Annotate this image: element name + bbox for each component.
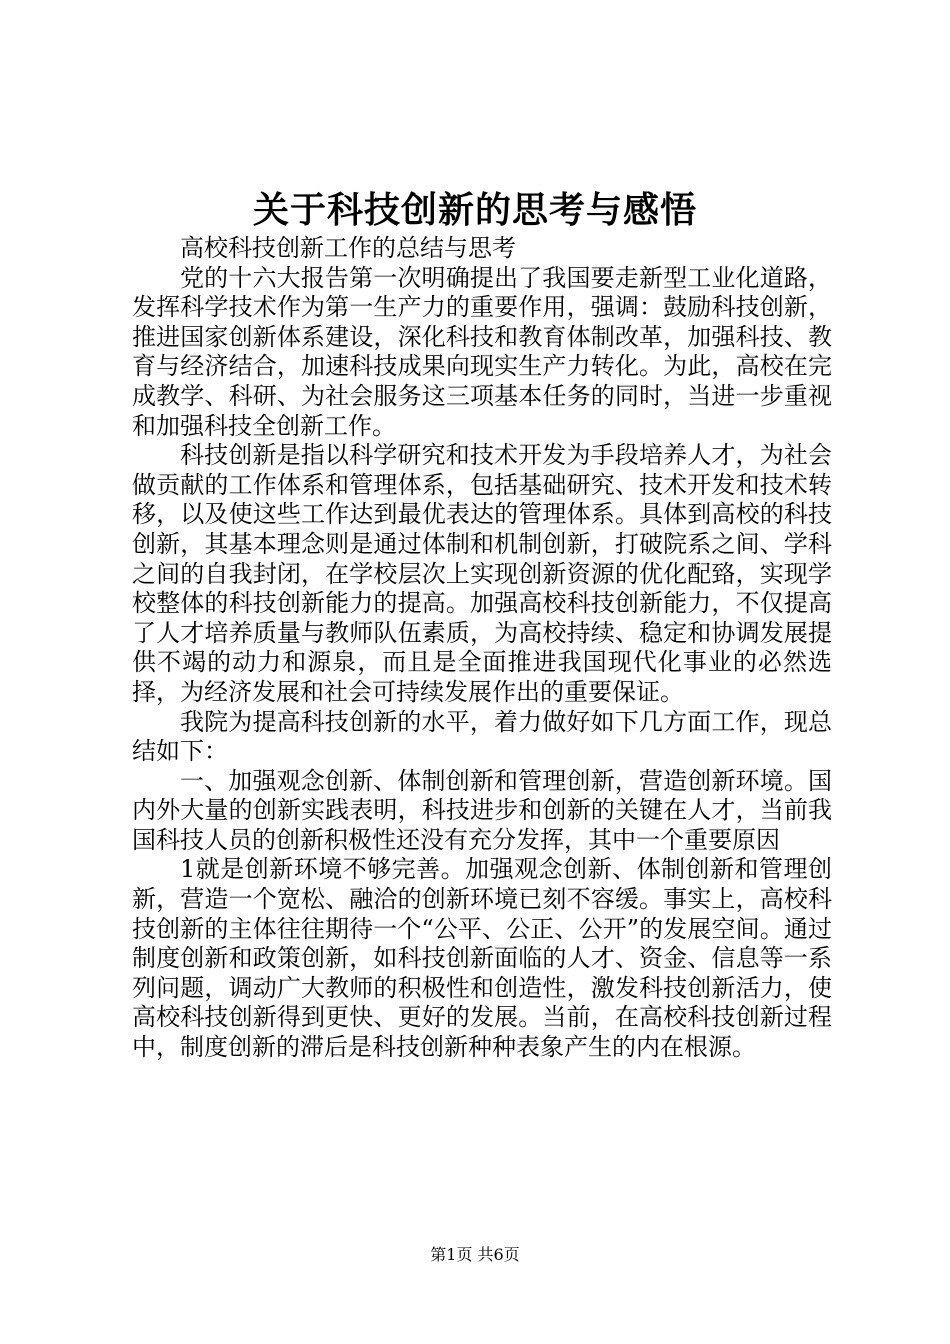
paragraph-3: 我院为提高科技创新的水平，着力做好如下几方面工作，现总结如下： [132, 707, 832, 766]
document-title: 关于科技创新的思考与感悟 [252, 189, 697, 231]
paragraph-2: 科技创新是指以科学研究和技术开发为手段培养人才，为社会做贡献的工作体系和管理体系，包括基础研究、技术开发和技术转移，以及使这些工作达到最优表达的管理体系。具体到高校的科技创新，其基本理念则是通过体制和机制创新，打破院系之间、学科之间的自我封闭，在学校层次上实现创新资源的优化配臵，实现学校整体的科技创新能力的提高。加强高校科技创新能力，不仅提高了人才培养质量与教师队伍素质，为高校持续、稳定和协调发展提供不竭的动力和源泉，而且是全面推进我国现代化事业的必然选择，为经济发展和社会可持续发展作出的重要保证。 [132, 441, 832, 706]
paragraph-5: 1就是创新环境不够完善。加强观念创新、体制创新和管理创新，营造一个宽松、融洽的创新环境已刻不容缓。事实上，高校科技创新的主体往往期待一个“公平、公正、公开”的发展空间。通过制度创新和政策创新，如科技创新面临的人才、资金、信息等一系列问题，调动广大教师的积极性和创造性，激发科技创新活力，使高校科技创新得到更快、更好的发展。当前，在高校科技创新过程中，制度创新的滞后是科技创新种种表象产生的内在根源。 [132, 855, 832, 1062]
paragraph-subtitle: 高校科技创新工作的总结与思考 [180, 234, 516, 262]
page-footer: 第1页 共6页 [430, 1245, 520, 1264]
paragraph-1: 党的十六大报告第一次明确提出了我国要走新型工业化道路，发挥科学技术作为第一生产力的重要作用，强调：鼓励科技创新，推进国家创新体系建设，深化科技和教育体制改革，加强科技、教育与经济结合，加速科技成果向现实生产力转化。为此，高校在完成教学、科研、为社会服务这三项基本任务的同时，当进一步重视和加强科技全创新工作。 [132, 263, 832, 440]
document-body [132, 234, 832, 1063]
paragraph-4: 一、加强观念创新、体制创新和管理创新，营造创新环境。国内外大量的创新实践表明，科技进步和创新的关键在人才，当前我国科技人员的创新积极性还没有充分发挥，其中一个重要原因 [132, 766, 832, 854]
